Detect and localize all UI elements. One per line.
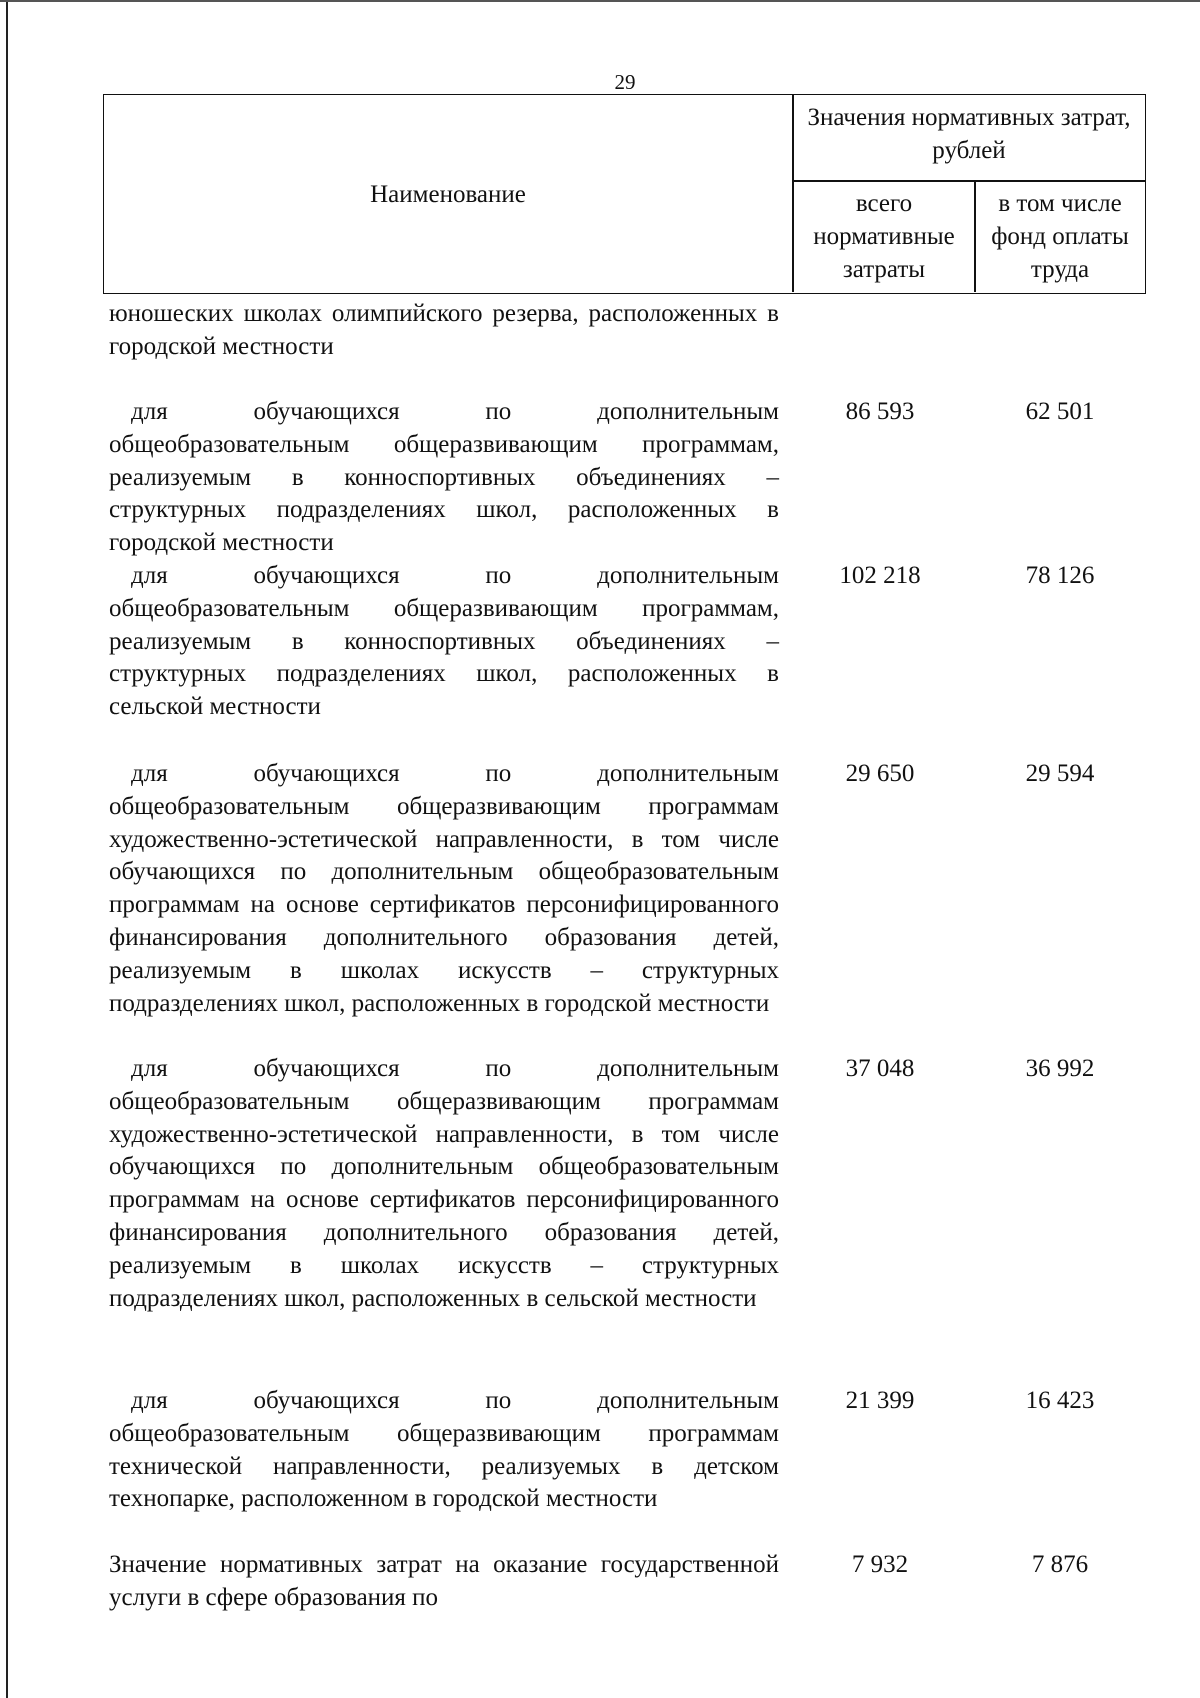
scan-top-edge	[0, 0, 1200, 2]
row-text: для обучающихся по дополнительным общеобразовательным общеразвивающим программам художественно-эстетической направленности, в том числе обучающихся по дополнительным общеобразовательным программам на основе сертификатов персонифицированного финансирования дополнительного образования детей, реализуемым в школах искусств – структурных подразделениях школ, расположенных в сельской местности	[109, 1055, 779, 1312]
header-divider-horizontal	[792, 180, 1145, 182]
row-total-value: 29 650	[845, 760, 915, 787]
header-payroll-column: в том числе фонд оплаты труда	[991, 190, 1129, 283]
row-payroll-value: 36 992	[1025, 1055, 1095, 1082]
row-total-value: 86 593	[845, 398, 915, 425]
header-name-column: Наименование	[370, 181, 526, 208]
row-text: юношеских школах олимпийского резерва, расположенных в городской местности	[109, 300, 779, 360]
row-total-value: 102 218	[839, 562, 921, 589]
header-total-column: всего нормативные затраты	[813, 190, 955, 283]
row-total-value: 37 048	[845, 1055, 915, 1082]
table-header	[103, 94, 1146, 294]
row-payroll-value: 78 126	[1025, 562, 1095, 589]
row-text: Значение нормативных затрат на оказание государственной услуги в сфере образования по	[109, 1551, 779, 1611]
row-text: для обучающихся по дополнительным общеобразовательным общеразвивающим программам, реализуемым в конноспортивных объединениях – структурных подразделениях школ, расположенных в городской местности	[109, 398, 779, 557]
row-total-value: 7 932	[851, 1551, 909, 1578]
header-values-group: Значения нормативных затрат, рублей	[807, 104, 1131, 164]
row-payroll-value: 7 876	[1031, 1551, 1089, 1578]
row-text: для обучающихся по дополнительным общеобразовательным общеразвивающим программам технической направленности, реализуемых в детском технопарке, расположенном в городской местности	[109, 1387, 779, 1513]
row-payroll-value: 29 594	[1025, 760, 1095, 787]
page-number: 29	[614, 70, 636, 94]
row-text: для обучающихся по дополнительным общеобразовательным общеразвивающим программам художественно-эстетической направленности, в том числе обучающихся по дополнительным общеобразовательным программам на основе сертификатов персонифицированного финансирования дополнительного образования детей, реализуемым в школах искусств – структурных подразделениях школ, расположенных в городской местности	[109, 760, 779, 1017]
row-text: для обучающихся по дополнительным общеобразовательным общеразвивающим программам, реализуемым в конноспортивных объединениях – структурных подразделениях школ, расположенных в сельской местности	[109, 562, 779, 721]
row-payroll-value: 62 501	[1025, 398, 1095, 425]
row-payroll-value: 16 423	[1025, 1387, 1095, 1414]
row-total-value: 21 399	[845, 1387, 915, 1414]
scan-left-edge	[6, 0, 8, 1698]
